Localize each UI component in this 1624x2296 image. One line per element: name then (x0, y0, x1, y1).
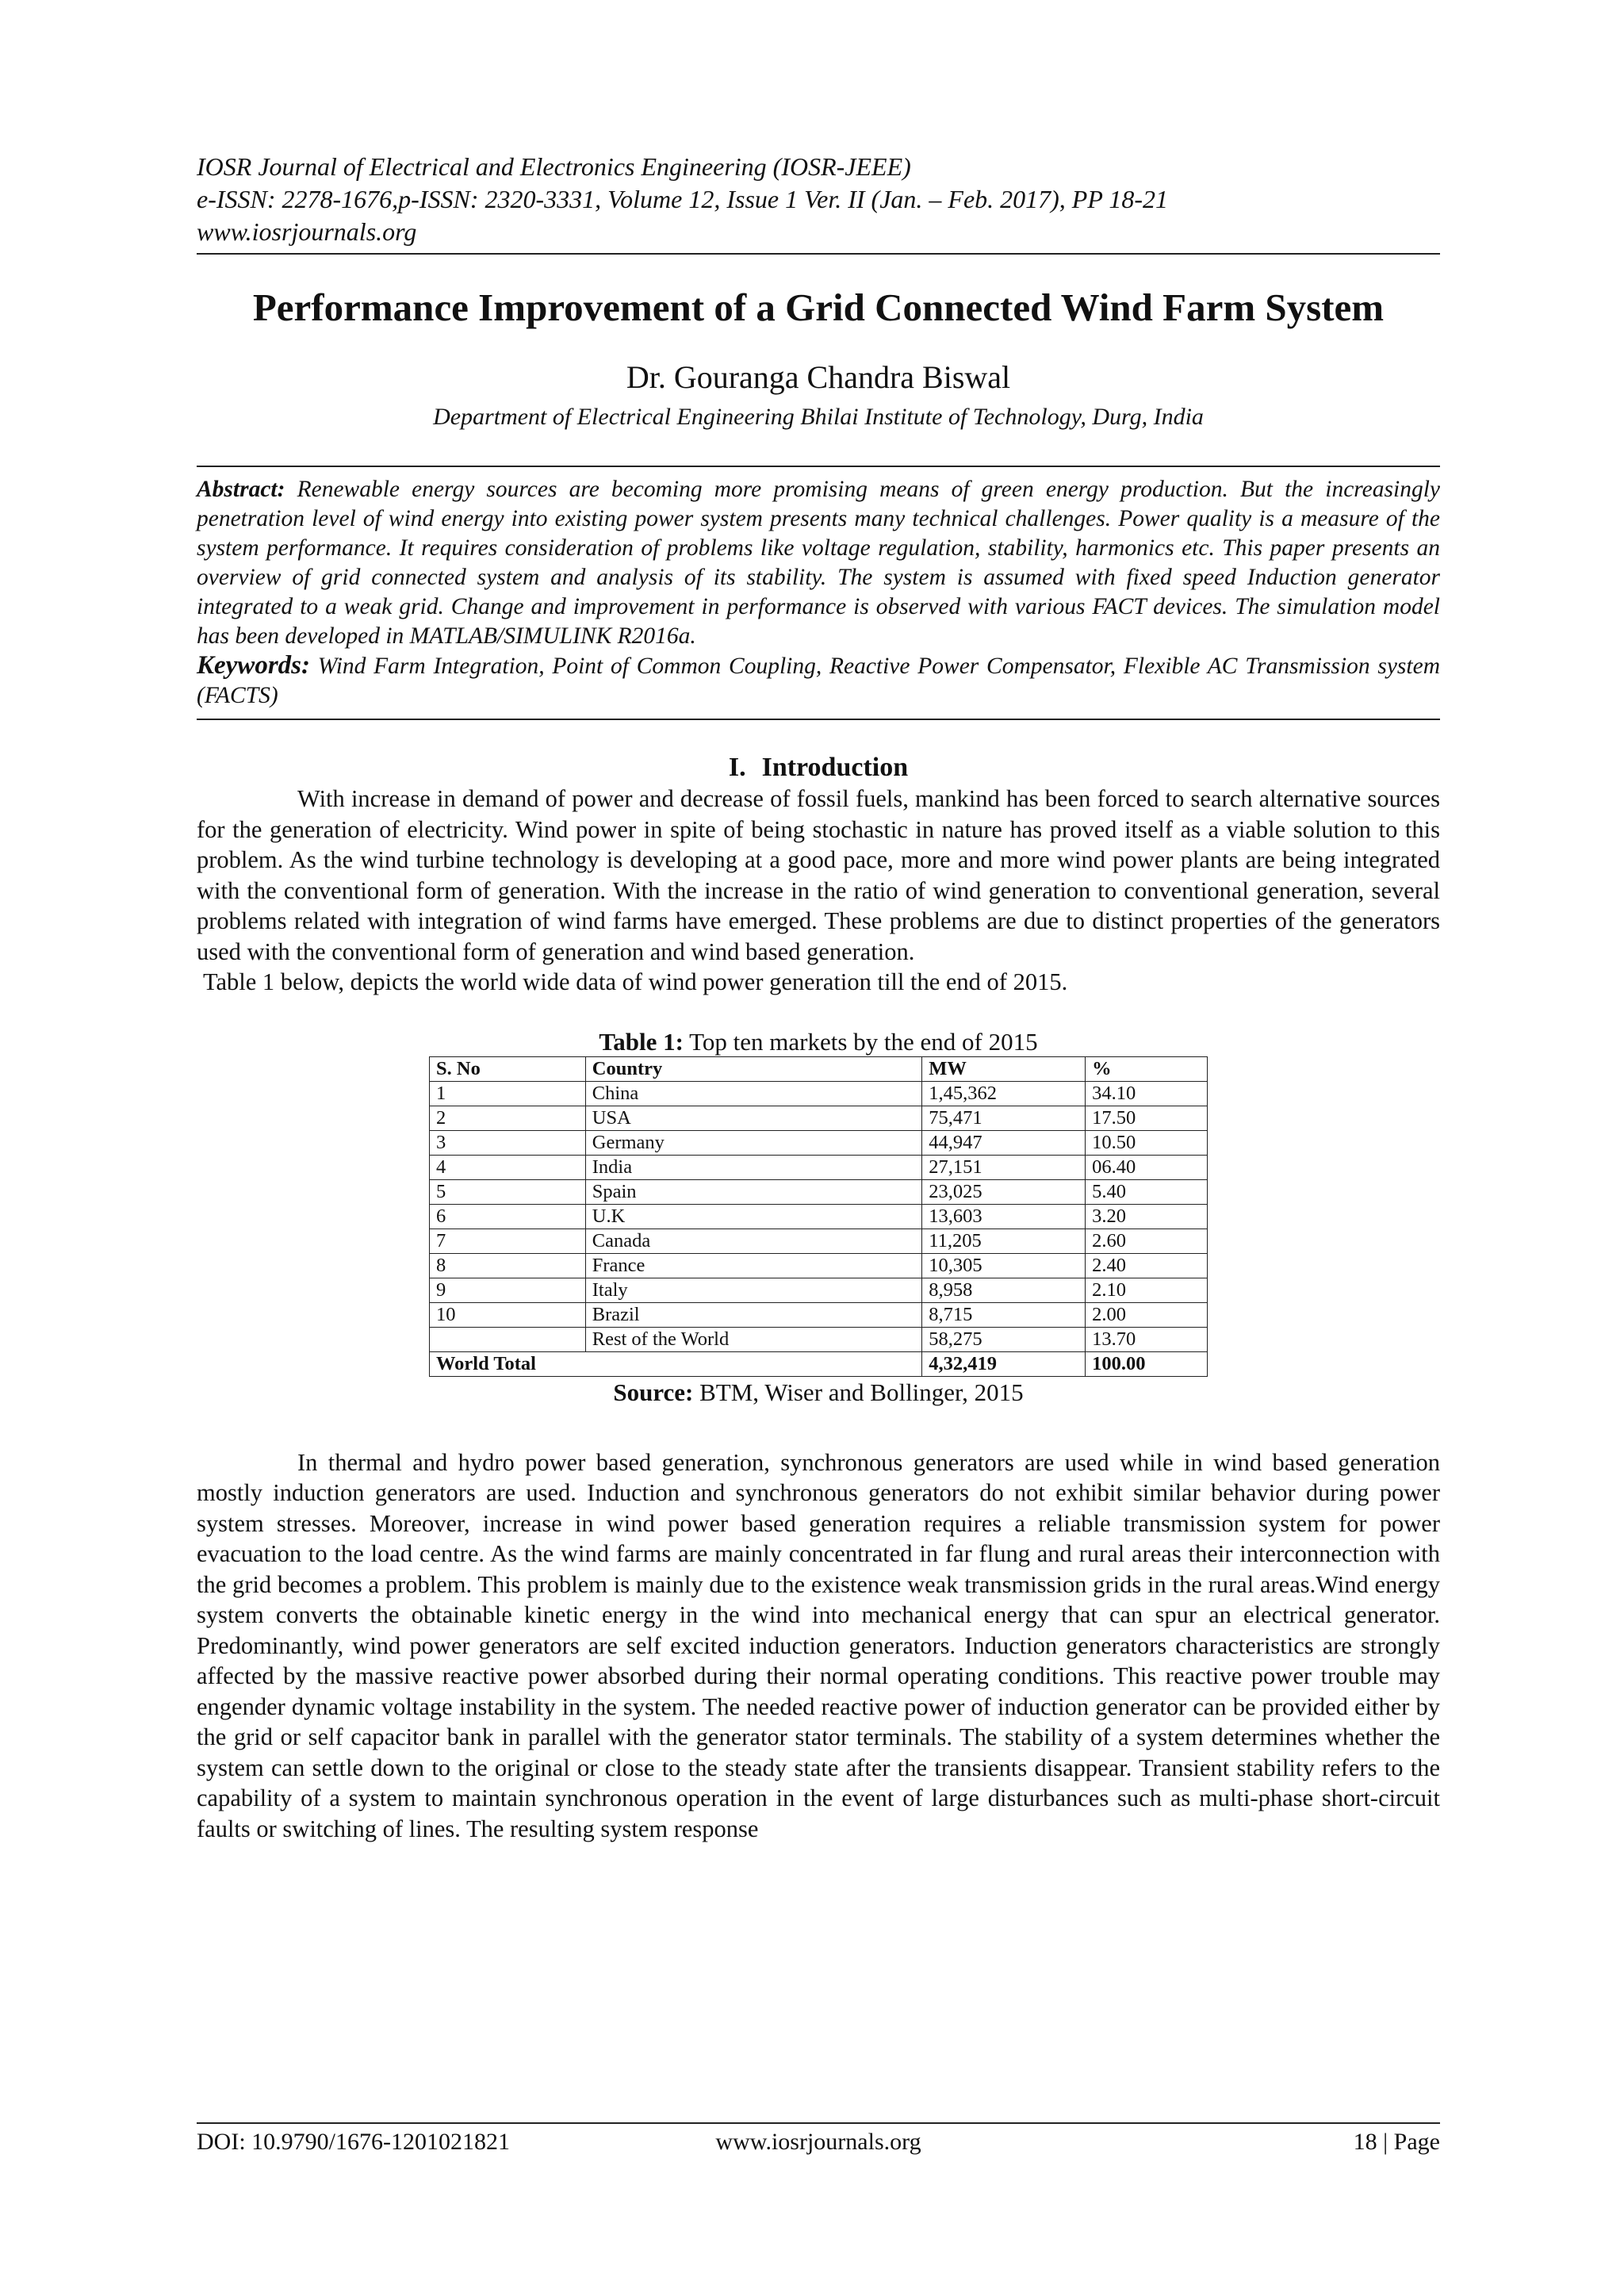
table-cell: 75,471 (922, 1106, 1086, 1130)
table-cell: 58,275 (922, 1327, 1086, 1351)
abstract (197, 475, 1440, 651)
table-cell: 5 (430, 1179, 586, 1204)
table-caption-label: Table 1: (599, 1027, 684, 1056)
paper-page (197, 151, 1440, 1844)
intro-paragraph-1: With increase in demand of power and decrease of fossil fuels, mankind has been forced to search alternative sources for the generation of electricity. Wind power in spite of being stochastic in nature has proved itself as a viable solution to this problem. As the wind turbine technology is developing at a good pace, more and more wind power plants are being integrated with the conventional form of generation. With the increase in the ratio of wind generation to conventional generation, several problems related with integration of wind farms have emerged. These problems are due to distinct properties of the generators used with the conventional form of generation and wind based generation. (197, 785, 1440, 965)
journal-name: IOSR Journal of Electrical and Electronics Engineering (IOSR-JEEE) (197, 152, 911, 181)
table-row (430, 1106, 1208, 1130)
table-cell: 2 (430, 1106, 586, 1130)
table-source-text: BTM, Wiser and Bollinger, 2015 (699, 1378, 1024, 1406)
table-header-cell: % (1086, 1056, 1208, 1081)
table-cell: 17.50 (1086, 1106, 1208, 1130)
abstract-block (197, 466, 1440, 720)
table-cell: 6 (430, 1204, 586, 1228)
table-cell: 2.10 (1086, 1278, 1208, 1302)
table-cell: 34.10 (1086, 1081, 1208, 1106)
section-title: Introduction (761, 753, 909, 782)
table-cell: U.K (585, 1204, 922, 1228)
table-source-label: Source: (613, 1378, 694, 1406)
table-cell: 9 (430, 1278, 586, 1302)
table-row (430, 1228, 1208, 1253)
intro-paragraph-2: Table 1 below, depicts the world wide data of wind power generation till the end of 2015. (203, 968, 1068, 995)
table-cell: 2.00 (1086, 1302, 1208, 1327)
footer-doi: DOI: 10.9790/1676-1201021821 (197, 2129, 510, 2155)
table-cell: 1,45,362 (922, 1081, 1086, 1106)
keywords-label: Keywords: (197, 651, 310, 680)
keywords-text: Wind Farm Integration, Point of Common Coupling, Reactive Power Compensator, Flexible AC Transmission system (FACTS) (197, 654, 1440, 708)
table-cell: France (585, 1253, 922, 1278)
table-row (430, 1155, 1208, 1179)
table-cell: 8,958 (922, 1278, 1086, 1302)
table-cell: 11,205 (922, 1228, 1086, 1253)
table-cell: 8,715 (922, 1302, 1086, 1327)
footer-page-number: 18 | Page (1353, 2129, 1440, 2155)
table-cell: 7 (430, 1228, 586, 1253)
section-number: I. (728, 753, 746, 782)
table-cell: 3 (430, 1130, 586, 1155)
table-cell: Germany (585, 1130, 922, 1155)
table-total-label: World Total (430, 1351, 922, 1376)
table-cell: 06.40 (1086, 1155, 1208, 1179)
keywords (197, 651, 1440, 711)
paper-title: Performance Improvement of a Grid Connected Wind Farm System (252, 286, 1385, 329)
table-cell: 10,305 (922, 1253, 1086, 1278)
author-name: Dr. Gouranga Chandra Biswal (626, 359, 1011, 395)
table-row (430, 1130, 1208, 1155)
table-cell: 1 (430, 1081, 586, 1106)
table-cell: 23,025 (922, 1179, 1086, 1204)
table-header-cell: S. No (430, 1056, 586, 1081)
table-cell: Brazil (585, 1302, 922, 1327)
journal-website: www.iosrjournals.org (197, 217, 417, 246)
abstract-text: Renewable energy sources are becoming more promising means of green energy production. But the increasingly penetration level of wind energy into existing power system presents many technical challenges. Power quality is a measure of the system performance. It requires consideration of problems like voltage regulation, stability, harmonics etc. This paper presents an overview of grid connected system and analysis of its stability. The system is assumed with fixed speed Induction generator integrated to a weak grid. Change and improvement in performance is observed with various FACT devices. The simulation model has been developed in MATLAB/SIMULINK R2016a. (197, 477, 1440, 649)
table-cell: 13.70 (1086, 1327, 1208, 1351)
table-row (430, 1302, 1208, 1327)
table-caption-text: Top ten markets by the end of 2015 (689, 1027, 1038, 1056)
table-cell: China (585, 1081, 922, 1106)
table-cell: USA (585, 1106, 922, 1130)
intro-paragraph-3: In thermal and hydro power based generation, synchronous generators are used while in wind based generation mostly induction generators are used. Induction and synchronous generators do not exhibit similar behavior during power system stresses. Moreover, increase in wind power based generation requires a reliable transmission system for power evacuation to the load centre. As the wind farms are mainly concentrated in far flung and rural areas their interconnection with the grid becomes a problem. This problem is mainly due to the existence weak transmission grids in the rural areas.Wind energy system converts the obtainable kinetic energy in the wind into mechanical energy that can spur an electrical generator. Predominantly, wind power generators are self excited induction generators. Induction generators characteristics are strongly affected by the massive reactive power absorbed during their normal operating conditions. This reactive power trouble may engender dynamic voltage instability in the system. The needed reactive power of induction generator can be provided either by the grid or self capacitor bank in parallel with the generator stator terminals. The stability of a system determines whether the system can settle down to the original or close to the steady state after the transients disappear. Transient stability refers to the capability of a system to maintain synchronous operation in the event of large disturbances such as multi-phase short-circuit faults or switching of lines. The resulting system response (197, 1448, 1440, 1842)
table-cell: Spain (585, 1179, 922, 1204)
author-affiliation: Department of Electrical Engineering Bhilai Institute of Technology, Durg, India (433, 404, 1204, 430)
table-cell: India (585, 1155, 922, 1179)
table-cell: Canada (585, 1228, 922, 1253)
section-heading-introduction (197, 752, 1440, 784)
table-cell: 8 (430, 1253, 586, 1278)
table-cell: 13,603 (922, 1204, 1086, 1228)
wind-markets-table (429, 1056, 1208, 1377)
table-cell: 3.20 (1086, 1204, 1208, 1228)
table-row (430, 1278, 1208, 1302)
table-cell (430, 1327, 586, 1351)
table-row (430, 1179, 1208, 1204)
table-caption (197, 1028, 1440, 1056)
table-cell: Rest of the World (585, 1327, 922, 1351)
table-cell: 44,947 (922, 1130, 1086, 1155)
table-cell: 10 (430, 1302, 586, 1327)
table-cell: 27,151 (922, 1155, 1086, 1179)
table-total-percent: 100.00 (1086, 1351, 1208, 1376)
table-cell: 5.40 (1086, 1179, 1208, 1204)
table-header-row (430, 1056, 1208, 1081)
table-header-cell: Country (585, 1056, 922, 1081)
footer-website: www.iosrjournals.org (715, 2129, 921, 2155)
abstract-label: Abstract: (197, 477, 285, 502)
table-cell: 4 (430, 1155, 586, 1179)
journal-header (197, 151, 1440, 255)
table-cell: 2.40 (1086, 1253, 1208, 1278)
issn-line: e-ISSN: 2278-1676,p-ISSN: 2320-3331, Volume 12, Issue 1 Ver. II (Jan. – Feb. 2017), PP 18-21 (197, 185, 1168, 213)
page-footer (197, 2122, 1440, 2157)
table-row (430, 1327, 1208, 1351)
table-total-row (430, 1351, 1208, 1376)
table-row (430, 1081, 1208, 1106)
table-source (197, 1378, 1440, 1407)
table-row (430, 1253, 1208, 1278)
table-total-mw: 4,32,419 (922, 1351, 1086, 1376)
table-cell: 10.50 (1086, 1130, 1208, 1155)
table-cell: Italy (585, 1278, 922, 1302)
table-cell: 2.60 (1086, 1228, 1208, 1253)
table-header-cell: MW (922, 1056, 1086, 1081)
table-row (430, 1204, 1208, 1228)
